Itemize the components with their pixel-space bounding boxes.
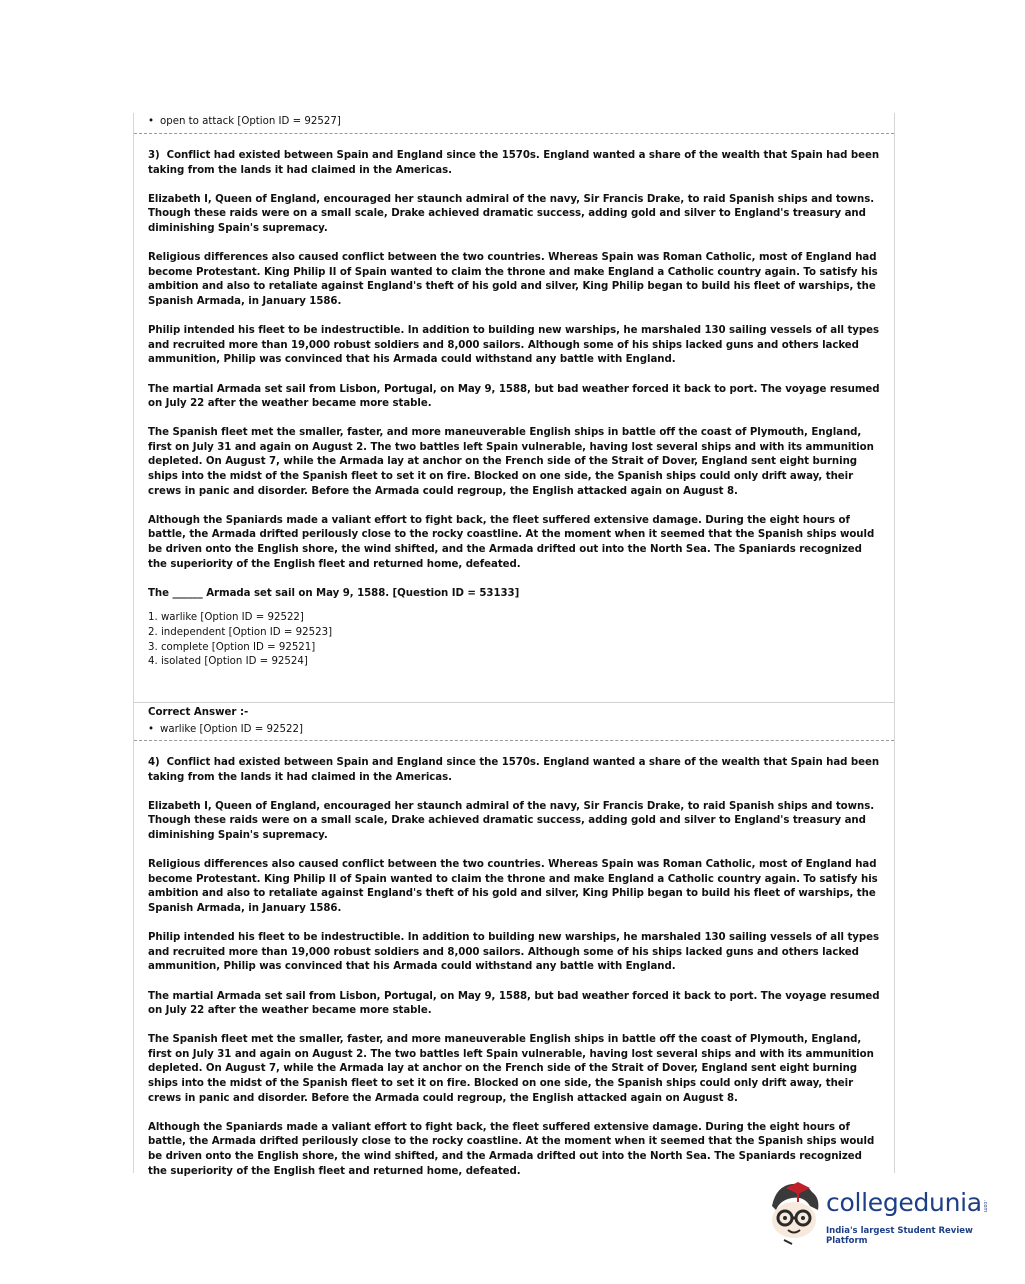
q4-para-4: Philip intended his fleet to be indestructible. In addition to building new warships, he marshaled 130 sailing vessels of all types and recruited more than 19,000 robust soldiers and 8,000 sailors. Although some of his ships lacked guns and others lacked ammunition, Philip was convinced that his Armada could withstand any battle with England. [148, 932, 880, 973]
q3-options [148, 611, 880, 669]
q3-option: 3. complete [Option ID = 92521] [148, 641, 316, 653]
q4-para-5: The martial Armada set sail from Lisbon, Portugal, on May 9, 1588, but bad weather forced it back to port. The voyage resumed on July 22 after the weather became more stable. [148, 990, 880, 1017]
q3-para-5: The martial Armada set sail from Lisbon, Portugal, on May 9, 1588, but bad weather forced it back to port. The voyage resumed on July 22 after the weather became more stable. [148, 383, 880, 410]
q3-para-6: The Spanish fleet met the smaller, faster, and more maneuverable English ships in battle off the coast of Plymouth, England, first on July 31 and again on August 2. The two battles left Spain vulnerable, having lost several ships and with its ammunition depleted. On August 7, while the Armada lay at anchor on the French side of the Strait of Dover, England sent eight burning ships into the midst of the Spanish fleet to set it on fire. Blocked on one side, the Spanish ships could only drift away, their crews in panic and disorder. Before the Armada could regroup, the English attacked again on August 8. [148, 427, 874, 497]
q3-para-1: 3) Conflict had existed between Spain and England since the 1570s. England wanted a share of the wealth that Spain had been taking from the lands it had claimed in the Americas. [148, 150, 880, 176]
logo-wordmark: collegedunia [826, 1188, 982, 1217]
q3-question: The ______ Armada set sail on May 9, 1588. [Question ID = 53133] [148, 587, 520, 599]
question-4 [134, 741, 894, 1179]
previous-answer [134, 113, 894, 134]
q4-para-1: 4) Conflict had existed between Spain and England since the 1570s. England wanted a share of the wealth that Spain had been taking from the lands it had claimed in the Americas. [148, 757, 880, 783]
q3-para-4: Philip intended his fleet to be indestructible. In addition to building new warships, he marshaled 130 sailing vessels of all types and recruited more than 19,000 robust soldiers and 8,000 sailors. Although some of his ships lacked guns and others lacked ammunition, Philip was convinced that his Armada could withstand any battle with England. [148, 325, 880, 366]
document-frame [133, 113, 895, 1177]
q3-option: 1. warlike [Option ID = 92522] [148, 612, 304, 624]
question-3 [134, 134, 894, 703]
q3-option: 4. isolated [Option ID = 92524] [148, 656, 308, 668]
collegedunia-logo [762, 1180, 994, 1250]
q3-option: 2. independent [Option ID = 92523] [148, 627, 333, 638]
q4-para-6: The Spanish fleet met the smaller, faster, and more maneuverable English ships in battle off the coast of Plymouth, England, first on July 31 and again on August 2. The two battles left Spain vulnerable, having lost several ships and with its ammunition depleted. On August 7, while the Armada lay at anchor on the French side of the Strait of Dover, England sent eight burning ships into the midst of the Spanish fleet to set it on fire. Blocked on one side, the Spanish ships could only drift away, their crews in panic and disorder. Before the Armada could regroup, the English attacked again on August 8. [148, 1034, 874, 1104]
q4-para-2: Elizabeth I, Queen of England, encouraged her staunch admiral of the navy, Sir Francis Drake, to raid Spanish ships and towns. Though these raids were on a small scale, Drake achieved dramatic success, adding gold and silver to England's treasury and diminishing Spain's supremacy. [148, 800, 875, 841]
q4-number: 4) [148, 757, 160, 768]
q3-para-2: Elizabeth I, Queen of England, encouraged her staunch admiral of the navy, Sir Francis Drake, to raid Spanish ships and towns. Though these raids were on a small scale, Drake achieved dramatic success, adding gold and silver to England's treasury and diminishing Spain's supremacy. [148, 193, 875, 234]
q3-para-3: Religious differences also caused conflict between the two countries. Whereas Spain was Roman Catholic, most of England had become Protestant. King Philip II of Spain wanted to claim the throne and make England a Catholic country again. To satisfy his ambition and also to retaliate against England's theft of his gold and silver, King Philip began to build his fleet of warships, the Spanish Armada, in January 1586. [148, 252, 878, 307]
q4-para-3: Religious differences also caused conflict between the two countries. Whereas Spain was Roman Catholic, most of England had become Protestant. King Philip II of Spain wanted to claim the throne and make England a Catholic country again. To satisfy his ambition and also to retaliate against England's theft of his gold and silver, King Philip began to build his fleet of warships, the Spanish Armada, in January 1586. [148, 859, 878, 914]
correct-answer-text: • warlike [Option ID = 92522] [148, 723, 880, 737]
q3-number: 3) [148, 150, 160, 161]
logo-suffix: .com [982, 1200, 988, 1213]
previous-answer-text: • open to attack [Option ID = 92527] [148, 115, 880, 129]
mascot-icon [762, 1180, 824, 1250]
q4-para-7: Although the Spaniards made a valiant effort to fight back, the fleet suffered extensive damage. During the eight hours of battle, the Armada drifted perilously close to the rocky coastline. At the moment when it seemed that the Spanish ships would be driven onto the English shore, the wind shifted, and the Armada drifted out into the North Sea. The Spaniards recognized the superiority of the English fleet and returned home, defeated. [148, 1121, 875, 1177]
logo-tagline: India's largest Student Review Platform [826, 1226, 973, 1246]
q3-para-7: Although the Spaniards made a valiant effort to fight back, the fleet suffered extensive damage. During the eight hours of battle, the Armada drifted perilously close to the rocky coastline. At the moment when it seemed that the Spanish ships would be driven onto the English shore, the wind shifted, and the Armada drifted out into the North Sea. The Spaniards recognized the superiority of the English fleet and returned home, defeated. [148, 514, 875, 570]
correct-answer-label: Correct Answer :- [148, 707, 249, 718]
q3-correct-answer [134, 703, 894, 741]
